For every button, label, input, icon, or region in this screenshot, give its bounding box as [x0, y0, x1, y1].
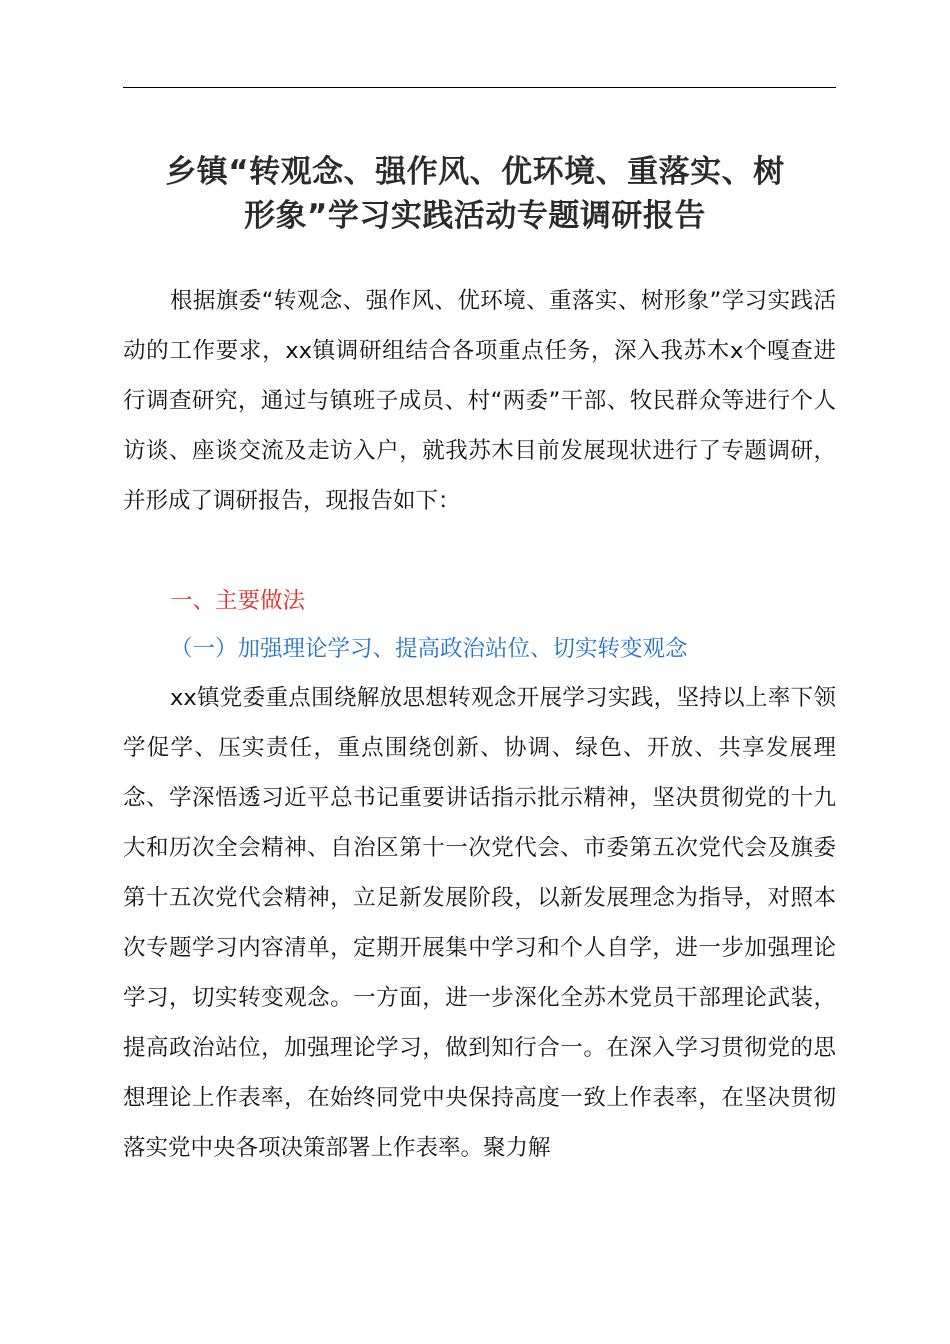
subsection-body-paragraph: xx镇党委重点围绕解放思想转观念开展学习实践，坚持以上率下领学促学、压实责任，重点围绕创新、协调、绿色、开放、共享发展理念、学深悟透习近平总书记重要讲话指示批示精神，坚决贯彻党的十九大和历次全会精神、自治区第十一次党代会、市委第五次党代会及旗委第十五次党代会精神，立足新发展阶段，以新发展理念为指导，对照本次专题学习内容清单，定期开展集中学习和个人自学，进一步加强理论学习，切实转变观念。一方面，进一步深化全苏木党员干部理论武装，提高政治站位，加强理论学习，做到知行合一。在深入学习贯彻党的思想理论上作表率，在始终同党中央保持高度一致上作表率，在坚决贯彻落实党中央各项决策部署上作表率。聚力解 [123, 685, 836, 1161]
subsection-heading-theory-study: （一）加强理论学习、提高政治站位、切实转变观念 [170, 636, 688, 662]
title-line-2: 形象”学习实践活动专题调研报告 [244, 198, 706, 234]
title-line-1: 乡镇“转观念、强作风、优环境、重落实、树 [165, 154, 785, 190]
section-heading-main-practices: 一、主要做法 [170, 588, 306, 614]
header-rule [123, 87, 836, 88]
document-title [100, 150, 850, 238]
intro-paragraph: 根据旗委“转观念、强作风、优环境、重落实、树形象”学习实践活动的工作要求，xx镇调研组结合各项重点任务，深入我苏木x个嘎查进行调查研究，通过与镇班子成员、村“两委”干部、牧民群众等进行个人访谈、座谈交流及走访入户，就我苏木目前发展现状进行了专题调研，并形成了调研报告，现报告如下： [123, 288, 836, 514]
